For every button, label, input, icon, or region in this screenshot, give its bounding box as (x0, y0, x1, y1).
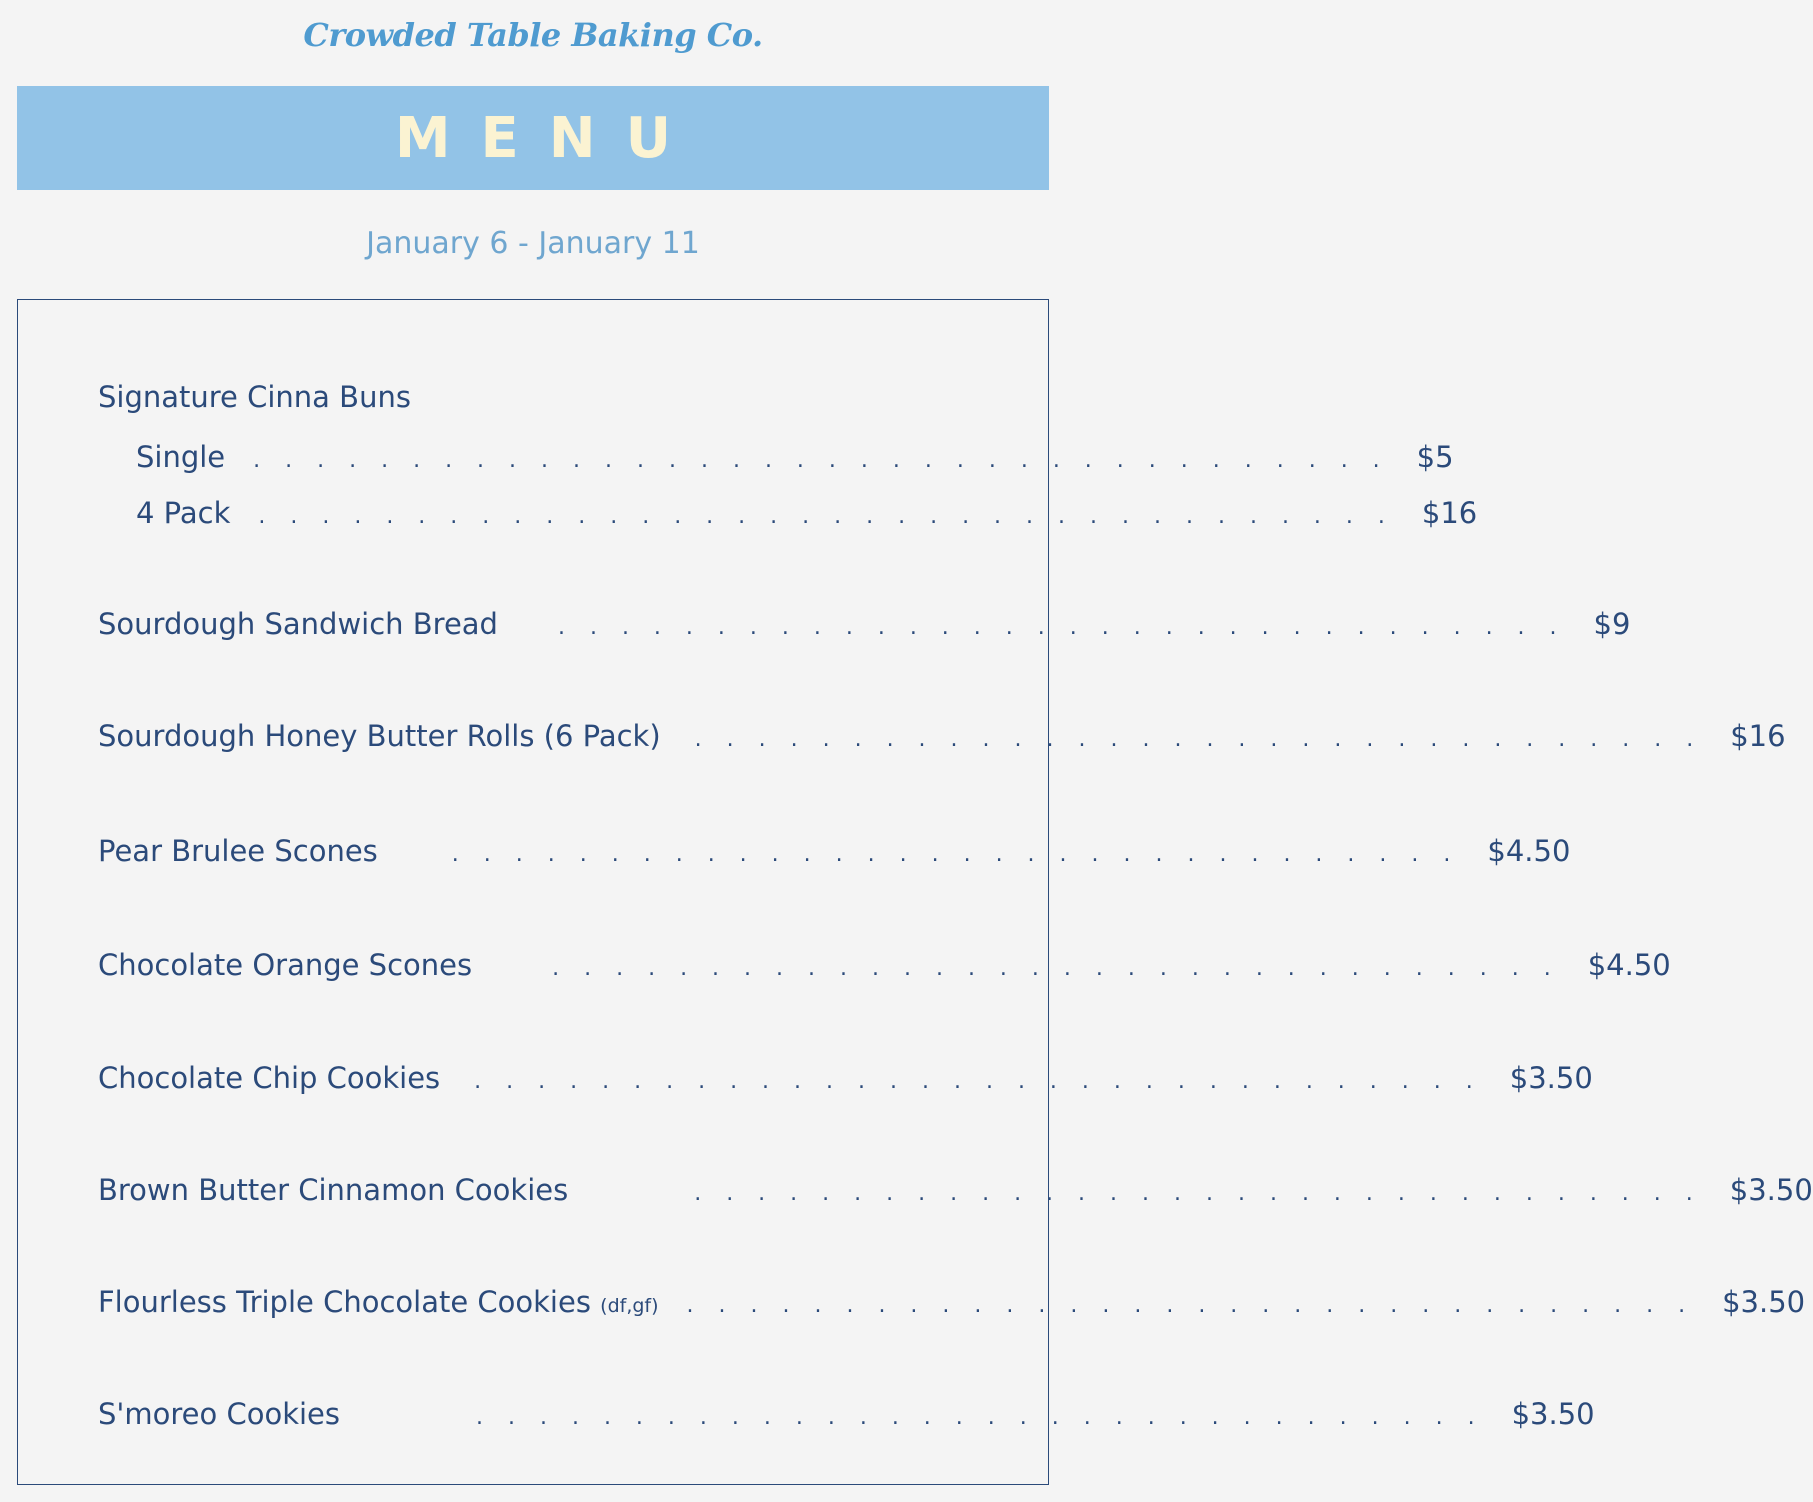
menu-item-price: $3.50 (1722, 1285, 1806, 1319)
leader-dots: . . . . . . . . . . . . . . . . . . . . . . . . . . . . . . . . (557, 615, 1566, 640)
menu-item-name: Sourdough Sandwich Bread (98, 607, 498, 641)
menu-item-name (98, 1285, 659, 1319)
menu-item-name: Single (136, 440, 226, 474)
menu-item-price: $3.50 (1509, 1061, 1593, 1095)
menu-banner (17, 86, 1049, 190)
menu-item-row (98, 1170, 1813, 1210)
leader-dots: . . . . . . . . . . . . . . . . . . . . . . . . . . . . . . . . (694, 727, 1703, 752)
leader-dots: . . . . . . . . . . . . . . . . . . . . . . . . . . . . . . . . . . . . (253, 448, 1389, 473)
leader-dots: . . . . . . . . . . . . . . . . . . . . . . . . . . . . . . . . (451, 842, 1460, 867)
menu-item-name: Brown Butter Cinnamon Cookies (98, 1173, 569, 1207)
menu-item-row (98, 831, 1571, 871)
menu-item-name: S'moreo Cookies (98, 1397, 340, 1431)
menu-item-price: $3.50 (1729, 1173, 1813, 1207)
leader-dots: . . . . . . . . . . . . . . . . . . . . . . . . . . . . . . . . (476, 1405, 1484, 1430)
menu-item-name: Chocolate Orange Scones (98, 948, 473, 982)
menu-item-row (98, 1058, 1593, 1098)
leader-dots: . . . . . . . . . . . . . . . . . . . . . . . . . . . . . . . . (474, 1069, 1482, 1094)
dietary-note: (df,gf) (600, 1295, 659, 1317)
menu-item-row (98, 945, 1671, 985)
menu-item-name: Pear Brulee Scones (98, 834, 378, 868)
menu-item-price: $4.50 (1487, 834, 1571, 868)
menu-item-price: $16 (1730, 719, 1786, 753)
menu-subitem-row (136, 437, 1454, 477)
menu-item-name: Sourdough Honey Butter Rolls (6 Pack) (98, 719, 661, 753)
menu-item-price: $5 (1416, 440, 1454, 474)
banner-title: MENU (394, 105, 702, 171)
menu-item-row (98, 716, 1786, 756)
leader-dots: . . . . . . . . . . . . . . . . . . . . . . . . . . . . . . . . . . . . (258, 504, 1394, 529)
group-heading: Signature Cinna Buns (98, 380, 411, 414)
date-range: January 6 - January 11 (366, 226, 700, 261)
menu-item-name: Chocolate Chip Cookies (98, 1061, 441, 1095)
menu-item-name-text: Flourless Triple Chocolate Cookies (98, 1285, 591, 1319)
menu-item-price: $4.50 (1587, 948, 1671, 982)
menu-item-row (98, 604, 1631, 644)
menu-item-price: $16 (1421, 496, 1478, 530)
leader-dots: . . . . . . . . . . . . . . . . . . . . . . . . . . . . . . . . (686, 1293, 1695, 1318)
leader-dots: . . . . . . . . . . . . . . . . . . . . . . . . . . . . . . . . (694, 1181, 1702, 1206)
menu-item-row (98, 1282, 1806, 1322)
brand-name: Crowded Table Baking Co. (303, 16, 763, 54)
menu-item-price: $9 (1593, 607, 1631, 641)
leader-dots: . . . . . . . . . . . . . . . . . . . . . . . . . . . . . . . . (552, 956, 1560, 981)
menu-subitem-row (136, 493, 1478, 533)
menu-item-name: 4 Pack (136, 496, 231, 530)
menu-item-price: $3.50 (1511, 1397, 1595, 1431)
menu-item-row (98, 1394, 1595, 1434)
